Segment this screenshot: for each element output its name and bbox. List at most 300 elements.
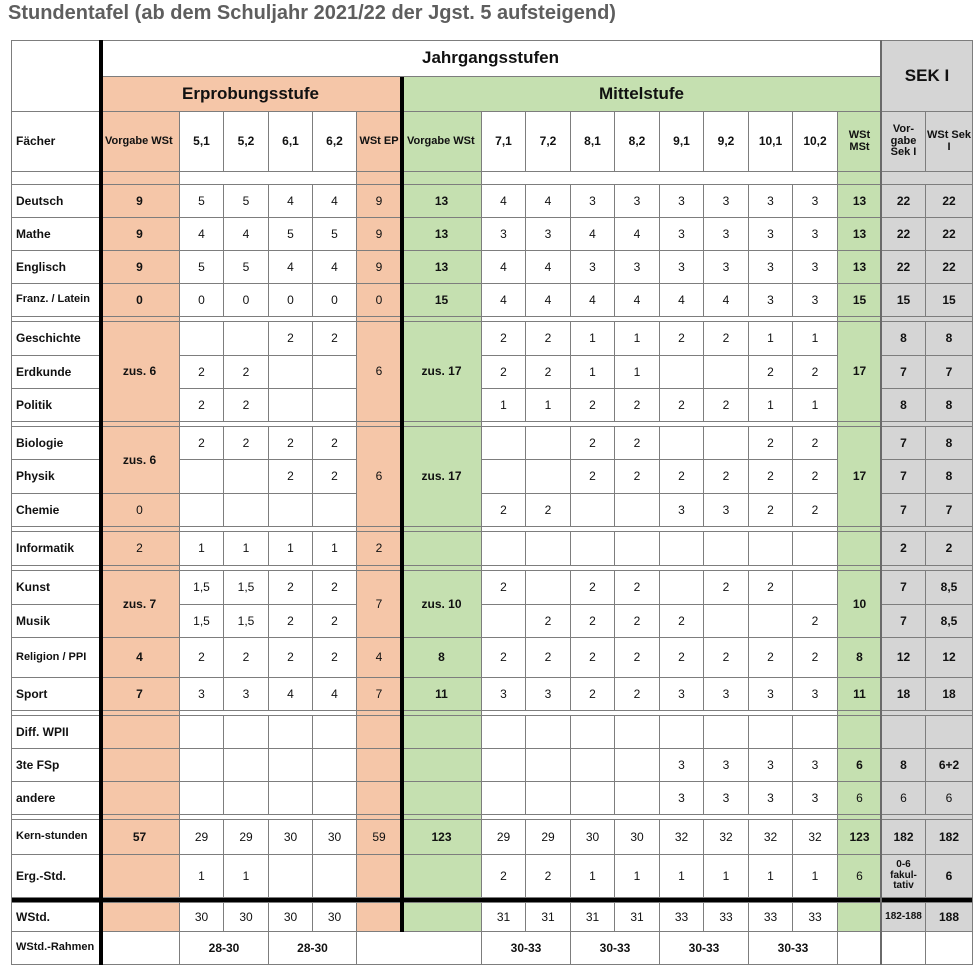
grade-value: 3 — [793, 782, 838, 815]
grade-value: 4 — [526, 251, 571, 284]
grade-value: 2 — [571, 605, 615, 638]
grade-value: 4 — [313, 251, 357, 284]
grade-value — [269, 716, 313, 749]
mst-wst-group: 17 — [838, 427, 882, 527]
grade-value — [793, 532, 838, 566]
row-label: WStd. — [11, 903, 100, 932]
mst-wst: 15 — [838, 284, 882, 317]
sek-vorgabe: 8 — [882, 749, 926, 782]
ep-vorgabe — [100, 782, 180, 815]
grade-value: 29 — [526, 820, 571, 855]
grade-value: 2 — [180, 638, 224, 678]
row-label: Physik — [11, 460, 100, 494]
ep-wst: 0 — [357, 284, 402, 317]
column-header: 9,1 — [660, 112, 704, 172]
row-label: Chemie — [11, 494, 100, 527]
grade-value: 2 — [615, 605, 660, 638]
ep-wst: 4 — [357, 638, 402, 678]
sek-vorgabe — [882, 716, 926, 749]
grade-value — [269, 749, 313, 782]
grade-value — [269, 494, 313, 527]
grade-value: 4 — [615, 218, 660, 251]
grade-value: 31 — [482, 903, 526, 932]
grade-value: 2 — [269, 605, 313, 638]
mst-wst: 6 — [838, 855, 882, 898]
row-label: Deutsch — [11, 185, 100, 218]
grade-value: 1 — [793, 389, 838, 422]
grade-value — [749, 716, 793, 749]
column-header: 5,1 — [180, 112, 224, 172]
grade-value: 1,5 — [224, 571, 269, 605]
mst-vorgabe-group: zus. 17 — [402, 427, 482, 527]
sek-wst: 188 — [926, 903, 973, 932]
grade-value: 2 — [224, 638, 269, 678]
column-header: 6,2 — [313, 112, 357, 172]
grade-value: 1 — [269, 532, 313, 566]
grade-value: 2 — [180, 389, 224, 422]
column-header: WSt EP — [357, 112, 402, 172]
column-header: 5,2 — [224, 112, 269, 172]
grade-value — [313, 749, 357, 782]
mst-vorgabe — [402, 782, 482, 815]
row-label: Informatik — [11, 532, 100, 566]
grade-value: 2 — [526, 638, 571, 678]
ep-vorgabe-group: zus. 6 — [100, 322, 180, 422]
grade-value: 3 — [749, 782, 793, 815]
range-value: 30-33 — [571, 932, 660, 965]
grade-value — [224, 494, 269, 527]
grade-value: 3 — [660, 749, 704, 782]
grade-value: 2 — [269, 322, 313, 356]
grade-value: 2 — [313, 605, 357, 638]
ep-wst — [357, 855, 402, 898]
grade-value — [180, 782, 224, 815]
mst-wst: 13 — [838, 185, 882, 218]
mst-wst — [838, 903, 882, 932]
grade-value — [224, 782, 269, 815]
row-label: andere — [11, 782, 100, 815]
grade-value — [793, 571, 838, 605]
mst-wst: 123 — [838, 820, 882, 855]
grade-value: 1 — [571, 855, 615, 898]
grade-value: 1 — [571, 322, 615, 356]
grade-value: 2 — [615, 678, 660, 711]
grade-value: 2 — [482, 356, 526, 389]
grade-value: 3 — [482, 218, 526, 251]
vertical-separator — [880, 40, 882, 965]
sek-wst: 6 — [926, 855, 973, 898]
grade-value: 2 — [660, 638, 704, 678]
grade-value — [269, 782, 313, 815]
grade-value — [269, 855, 313, 898]
empty-cell — [926, 932, 973, 965]
separator-row — [357, 172, 402, 185]
grade-value: 30 — [571, 820, 615, 855]
row-label: Religion / PPI — [11, 638, 100, 678]
row-label: Erg.-Std. — [11, 855, 100, 898]
ep-vorgabe: 0 — [100, 494, 180, 527]
grade-value: 2 — [793, 427, 838, 460]
grade-value: 3 — [615, 185, 660, 218]
grade-value: 2 — [660, 322, 704, 356]
grade-value — [180, 460, 224, 494]
grade-value — [571, 494, 615, 527]
grade-value: 3 — [793, 218, 838, 251]
sek-vorgabe: 6 — [882, 782, 926, 815]
grade-value — [704, 532, 749, 566]
grade-value: 30 — [313, 903, 357, 932]
grade-value — [571, 749, 615, 782]
ep-wst: 59 — [357, 820, 402, 855]
grade-value — [660, 532, 704, 566]
grade-value: 32 — [704, 820, 749, 855]
grade-value: 30 — [180, 903, 224, 932]
row-label: Kunst — [11, 571, 100, 605]
grade-value — [749, 605, 793, 638]
row-label: Geschichte — [11, 322, 100, 356]
grade-value: 2 — [482, 322, 526, 356]
range-value: 30-33 — [482, 932, 571, 965]
grade-value: 2 — [749, 427, 793, 460]
grade-value: 1 — [526, 389, 571, 422]
grade-value — [224, 749, 269, 782]
sek-wst: 6+2 — [926, 749, 973, 782]
grade-value — [526, 532, 571, 566]
grade-value — [793, 716, 838, 749]
grade-value: 3 — [660, 678, 704, 711]
grade-value — [660, 356, 704, 389]
ep-wst-group: 7 — [357, 571, 402, 638]
sek-vorgabe: 8 — [882, 322, 926, 356]
mst-vorgabe-group: zus. 17 — [402, 322, 482, 422]
grade-value: 1 — [180, 855, 224, 898]
grade-value: 4 — [313, 185, 357, 218]
mst-vorgabe — [402, 749, 482, 782]
grade-value: 4 — [180, 218, 224, 251]
grade-value — [269, 356, 313, 389]
grade-value: 2 — [526, 356, 571, 389]
grade-value: 2 — [571, 638, 615, 678]
grade-value — [660, 716, 704, 749]
grade-value — [704, 605, 749, 638]
ep-wst — [357, 782, 402, 815]
mst-vorgabe — [402, 903, 482, 932]
grade-value: 1 — [749, 855, 793, 898]
separator-row — [882, 172, 973, 185]
grade-value: 5 — [180, 185, 224, 218]
sek-wst: 6 — [926, 782, 973, 815]
grade-value: 4 — [313, 678, 357, 711]
column-header: 8,1 — [571, 112, 615, 172]
grade-value: 2 — [571, 389, 615, 422]
grade-value: 1 — [660, 855, 704, 898]
header-mittelstufe: Mittelstufe — [402, 77, 882, 112]
ep-vorgabe: 7 — [100, 678, 180, 711]
page-title: Stundentafel (ab dem Schuljahr 2021/22 der Jgst. 5 aufsteigend) — [8, 2, 616, 24]
grade-value: 33 — [660, 903, 704, 932]
sek-vorgabe: 8 — [882, 389, 926, 422]
grade-value: 3 — [526, 678, 571, 711]
column-header: 8,2 — [615, 112, 660, 172]
grade-value: 1 — [482, 389, 526, 422]
grade-value: 3 — [704, 251, 749, 284]
column-header: 9,2 — [704, 112, 749, 172]
range-value: 30-33 — [660, 932, 749, 965]
range-value: 30-33 — [749, 932, 838, 965]
separator-row — [11, 172, 100, 185]
grade-value: 2 — [615, 427, 660, 460]
sek-vorgabe: 22 — [882, 185, 926, 218]
grade-value: 3 — [749, 284, 793, 317]
sek-wst: 15 — [926, 284, 973, 317]
grade-value — [313, 716, 357, 749]
grade-value: 0 — [269, 284, 313, 317]
grade-value: 30 — [269, 903, 313, 932]
grade-value: 2 — [793, 494, 838, 527]
grade-value: 2 — [793, 460, 838, 494]
grade-value: 4 — [571, 218, 615, 251]
grade-value — [180, 494, 224, 527]
row-label: 3te FSp — [11, 749, 100, 782]
sek-vorgabe: 182-188 — [882, 903, 926, 932]
grade-value: 5 — [224, 251, 269, 284]
column-header: WSt Sek I — [926, 112, 973, 172]
separator-row — [838, 172, 882, 185]
grade-value: 2 — [749, 571, 793, 605]
grade-value: 4 — [526, 185, 571, 218]
ep-wst — [357, 903, 402, 932]
sek-wst: 8 — [926, 427, 973, 460]
grade-value: 1 — [704, 855, 749, 898]
mst-vorgabe: 123 — [402, 820, 482, 855]
grade-value: 33 — [704, 903, 749, 932]
header-sek1: SEK I — [882, 40, 973, 112]
row-label: Sport — [11, 678, 100, 711]
grade-value: 1 — [615, 322, 660, 356]
grade-value: 2 — [482, 638, 526, 678]
grade-value: 2 — [526, 494, 571, 527]
grade-value: 1 — [793, 322, 838, 356]
grade-value: 3 — [660, 494, 704, 527]
grade-value: 30 — [224, 903, 269, 932]
ep-vorgabe — [100, 716, 180, 749]
grade-value: 29 — [180, 820, 224, 855]
grade-value: 2 — [793, 605, 838, 638]
mst-vorgabe: 15 — [402, 284, 482, 317]
mst-vorgabe: 13 — [402, 218, 482, 251]
ep-wst — [357, 749, 402, 782]
grade-value: 4 — [269, 185, 313, 218]
grade-value: 2 — [793, 638, 838, 678]
grade-value: 2 — [571, 678, 615, 711]
grade-value — [615, 749, 660, 782]
sek-vorgabe: 15 — [882, 284, 926, 317]
grade-value: 4 — [482, 185, 526, 218]
grade-value: 2 — [704, 322, 749, 356]
mst-wst: 11 — [838, 678, 882, 711]
grade-value: 3 — [749, 218, 793, 251]
grade-value: 5 — [224, 185, 269, 218]
grade-value: 2 — [526, 322, 571, 356]
grade-value: 2 — [704, 571, 749, 605]
grade-value: 1 — [224, 532, 269, 566]
sek-wst: 22 — [926, 218, 973, 251]
column-header: Fächer — [11, 112, 100, 172]
separator-row — [100, 172, 180, 185]
grade-value — [571, 782, 615, 815]
grade-value — [224, 322, 269, 356]
row-label: Mathe — [11, 218, 100, 251]
grade-value — [180, 322, 224, 356]
grade-value: 2 — [704, 460, 749, 494]
grade-value — [749, 532, 793, 566]
grade-value: 1 — [571, 356, 615, 389]
grade-value — [571, 716, 615, 749]
grade-value: 5 — [269, 218, 313, 251]
header-jahrgangsstufen: Jahrgangsstufen — [100, 40, 882, 77]
grade-value — [482, 605, 526, 638]
grade-value: 3 — [704, 782, 749, 815]
grade-value — [526, 571, 571, 605]
grade-value: 2 — [224, 389, 269, 422]
grade-value — [482, 532, 526, 566]
grade-value: 1,5 — [180, 571, 224, 605]
grade-value: 3 — [704, 678, 749, 711]
mst-wst: 6 — [838, 749, 882, 782]
grade-value: 1 — [313, 532, 357, 566]
grade-value: 3 — [660, 185, 704, 218]
grade-value — [482, 427, 526, 460]
row-label: Franz. / Latein — [11, 284, 100, 317]
empty-cell — [357, 932, 482, 965]
grade-value: 2 — [180, 356, 224, 389]
grade-value: 3 — [482, 678, 526, 711]
grade-value: 1 — [615, 855, 660, 898]
sek-vorgabe: 7 — [882, 356, 926, 389]
mst-wst: 13 — [838, 218, 882, 251]
sek-vorgabe: 182 — [882, 820, 926, 855]
grade-value: 4 — [704, 284, 749, 317]
grade-value: 3 — [793, 185, 838, 218]
grade-value: 2 — [180, 427, 224, 460]
grade-value: 1,5 — [180, 605, 224, 638]
grade-value — [482, 749, 526, 782]
grade-value: 30 — [615, 820, 660, 855]
grade-value: 2 — [313, 460, 357, 494]
row-label: Biologie — [11, 427, 100, 460]
grade-value: 2 — [482, 571, 526, 605]
grade-value — [313, 389, 357, 422]
ep-vorgabe-group: zus. 6 — [100, 427, 180, 494]
row-label: Musik — [11, 605, 100, 638]
grade-value: 2 — [482, 494, 526, 527]
sek-wst: 7 — [926, 494, 973, 527]
ep-vorgabe — [100, 855, 180, 898]
ep-wst: 7 — [357, 678, 402, 711]
mst-wst: 6 — [838, 782, 882, 815]
sek-wst: 8 — [926, 322, 973, 356]
separator-row — [402, 172, 482, 185]
grade-value: 2 — [749, 494, 793, 527]
grade-value: 2 — [224, 427, 269, 460]
grade-value: 33 — [793, 903, 838, 932]
row-label: Politik — [11, 389, 100, 422]
sek-vorgabe: 7 — [882, 494, 926, 527]
vertical-separator — [99, 40, 103, 965]
grade-value — [482, 782, 526, 815]
grade-value: 0 — [313, 284, 357, 317]
grade-value: 2 — [571, 571, 615, 605]
grade-value — [224, 460, 269, 494]
grade-value — [615, 494, 660, 527]
grade-value — [526, 749, 571, 782]
mst-vorgabe: 8 — [402, 638, 482, 678]
sek-vorgabe: 2 — [882, 532, 926, 566]
grade-value: 3 — [571, 185, 615, 218]
grade-value: 33 — [749, 903, 793, 932]
mst-wst: 8 — [838, 638, 882, 678]
grade-value: 2 — [224, 356, 269, 389]
grade-value: 2 — [749, 460, 793, 494]
grade-value — [224, 716, 269, 749]
mst-wst — [838, 716, 882, 749]
grade-value: 3 — [749, 749, 793, 782]
grade-value: 3 — [793, 749, 838, 782]
grade-value: 0 — [224, 284, 269, 317]
grade-value — [313, 855, 357, 898]
grade-value: 2 — [482, 855, 526, 898]
ep-vorgabe-group: zus. 7 — [100, 571, 180, 638]
row-label: Kern-stunden — [11, 820, 100, 855]
grade-value: 29 — [224, 820, 269, 855]
sek-wst: 22 — [926, 185, 973, 218]
grade-value — [704, 427, 749, 460]
column-header: 7,1 — [482, 112, 526, 172]
grade-value: 31 — [526, 903, 571, 932]
grade-value: 2 — [526, 855, 571, 898]
sek-wst — [926, 716, 973, 749]
grade-value — [180, 716, 224, 749]
sek-vorgabe: 7 — [882, 460, 926, 494]
grade-value: 1 — [749, 322, 793, 356]
mst-vorgabe: 13 — [402, 251, 482, 284]
ep-wst — [357, 716, 402, 749]
grade-value: 2 — [269, 427, 313, 460]
grade-value — [704, 716, 749, 749]
grade-value — [313, 782, 357, 815]
grade-value: 31 — [571, 903, 615, 932]
grade-value: 3 — [526, 218, 571, 251]
column-header: 10,1 — [749, 112, 793, 172]
grade-value: 3 — [704, 185, 749, 218]
range-value: 28-30 — [180, 932, 269, 965]
grade-value: 3 — [749, 185, 793, 218]
grade-value: 5 — [180, 251, 224, 284]
grade-value: 2 — [571, 427, 615, 460]
grade-value: 31 — [615, 903, 660, 932]
grade-value: 4 — [482, 251, 526, 284]
ep-wst: 9 — [357, 218, 402, 251]
grade-value — [704, 356, 749, 389]
grade-value — [615, 716, 660, 749]
grade-value: 2 — [269, 460, 313, 494]
header-erprobungsstufe: Erprobungsstufe — [100, 77, 402, 112]
sek-wst: 8,5 — [926, 605, 973, 638]
grade-value: 1 — [793, 855, 838, 898]
sek-wst: 7 — [926, 356, 973, 389]
mst-vorgabe — [402, 716, 482, 749]
ep-vorgabe: 57 — [100, 820, 180, 855]
